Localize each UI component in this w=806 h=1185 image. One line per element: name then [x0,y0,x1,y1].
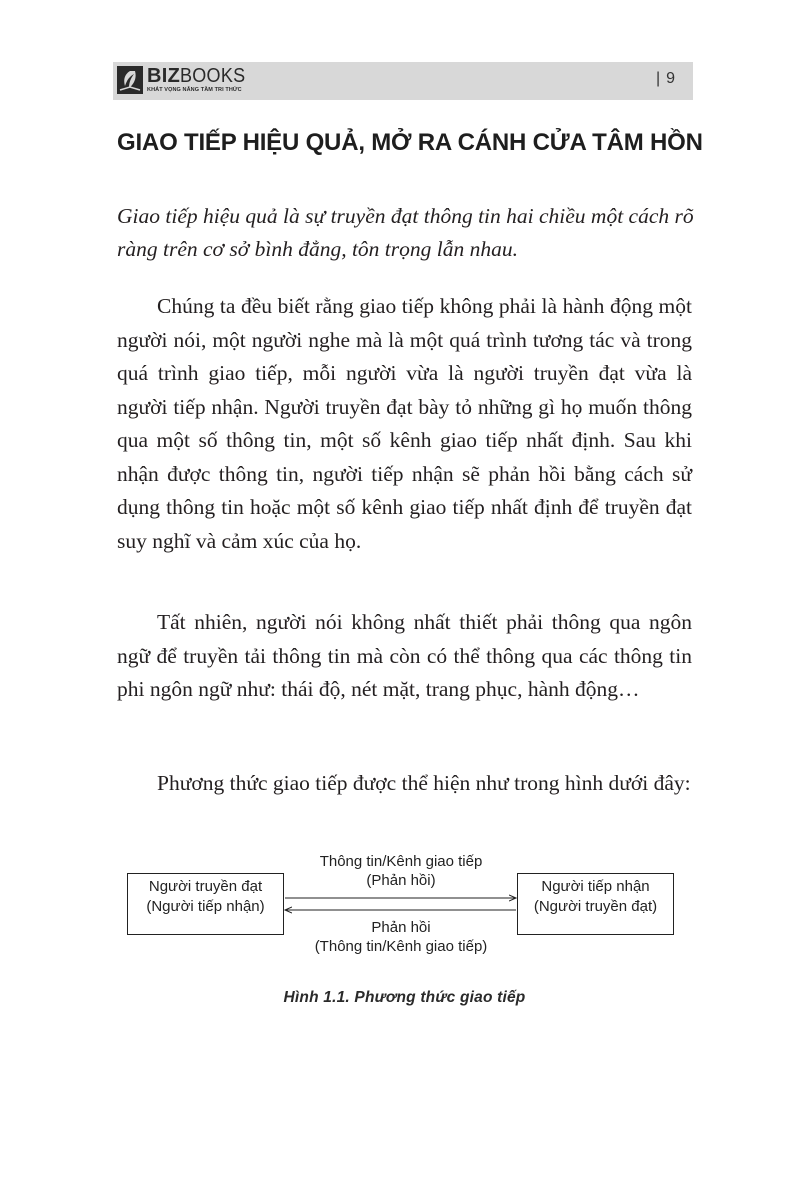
backward-label-line1: Phản hồi [371,919,431,936]
brand-bold: BIZ [147,65,181,87]
sender-box [127,873,284,935]
book-leaf-icon [117,66,143,94]
figure-caption: Hình 1.1. Phương thức giao tiếp [283,989,526,1006]
communication-diagram [127,852,677,962]
receiver-box [517,873,674,935]
sender-box-line2: (Người tiếp nhận) [146,898,265,915]
body-paragraph-2: Tất nhiên, người nói không nhất thiết phải thông qua ngôn ngữ để truyền tải thông tin mà còn có thể thông qua các thông tin phi ngôn ngữ như: thái độ, nét mặt, trang phục, hành động… [117,610,692,701]
page-number [656,70,675,88]
brand-name [147,64,253,88]
forward-label-line2: (Phản hồi) [366,872,436,889]
page-separator: | [655,70,661,87]
body-paragraph-3: Phương thức giao tiếp được thể hiện như trong hình dưới đây: [157,771,691,795]
forward-arrow-label [285,852,517,890]
page-number-value: 9 [666,70,675,87]
brand-tagline: KHÁT VỌNG NÂNG TẦM TRI THỨC [147,87,242,93]
bizbooks-logo [117,66,267,96]
chapter-title: GIAO TIẾP HIỆU QUẢ, MỞ RA CÁNH CỬA TÂM HỒN [117,129,703,156]
receiver-box-line1: Người tiếp nhận [541,878,650,895]
sender-box-line1: Người truyền đạt [148,878,263,895]
lead-paragraph: Giao tiếp hiệu quả là sự truyền đạt thông tin hai chiều một cách rõ ràng trên cơ sở bình đẳng, tôn trọng lẫn nhau. [117,204,694,261]
backward-label-line2: (Thông tin/Kênh giao tiếp) [314,938,488,955]
brand-light: BOOKS [180,65,246,87]
forward-label-line1: Thông tin/Kênh giao tiếp [319,853,483,870]
receiver-box-line2: (Người truyền đạt) [533,898,658,915]
backward-arrow-label [285,918,517,956]
body-paragraph-1: Chúng ta đều biết rằng giao tiếp không phải là hành động một người nói, một người nghe mà là một quá trình tương tác và trong quá trình giao tiếp, mỗi người vừa là người truyền đạt vừa là người tiếp nhận. Người truyền đạt bày tỏ những gì họ muốn thông qua một số thông tin, một số kênh giao tiếp nhất định. Sau khi nhận được thông tin, người tiếp nhận sẽ phản hồi bằng cách sử dụng thông tin hoặc một số kênh giao tiếp nhất định để truyền đạt suy nghĩ và cảm xúc của họ. [117,294,692,553]
